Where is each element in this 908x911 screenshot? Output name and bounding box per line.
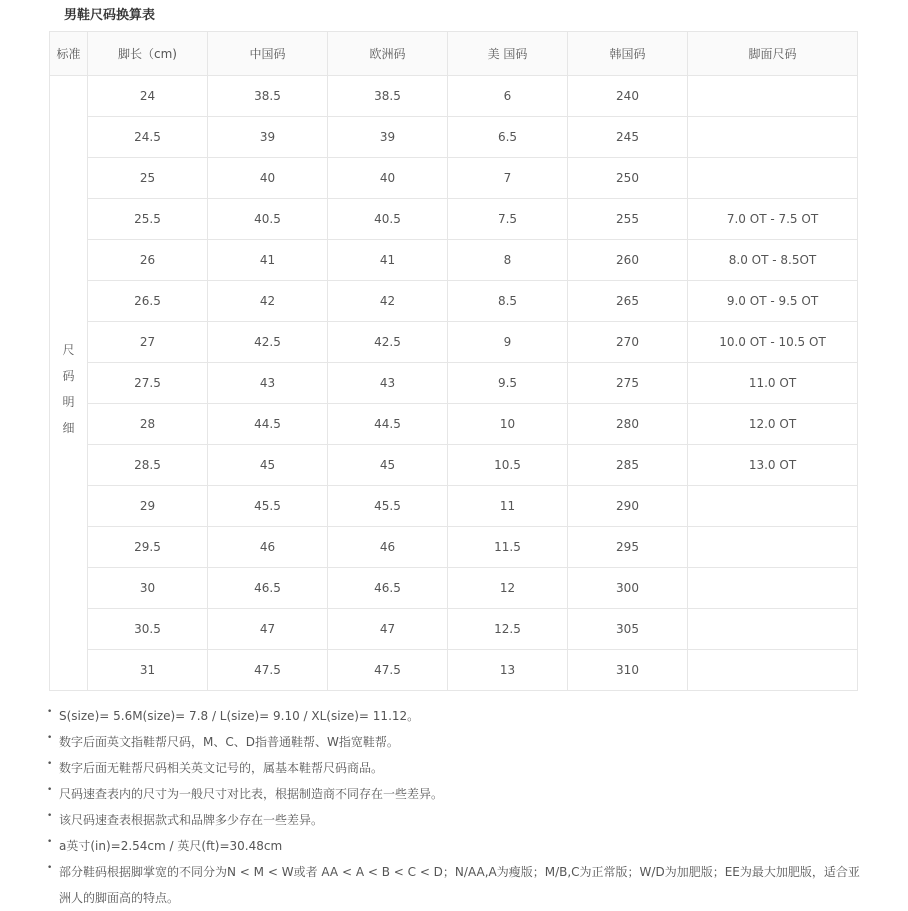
- korea-size-cell: 310: [568, 650, 688, 691]
- korea-size-cell: 305: [568, 609, 688, 650]
- foot-length-cell: 27: [88, 322, 208, 363]
- china-size-cell: 40: [208, 158, 328, 199]
- foot-length-cell: 27.5: [88, 363, 208, 404]
- foot-length-cell: 30.5: [88, 609, 208, 650]
- table-row: [50, 76, 858, 117]
- us-size-cell: 12: [448, 568, 568, 609]
- euro-size-cell: 45.5: [328, 486, 448, 527]
- korea-size-cell: 300: [568, 568, 688, 609]
- euro-size-cell: 47: [328, 609, 448, 650]
- china-size-cell: 46: [208, 527, 328, 568]
- page-title: 男鞋尺码换算表: [64, 8, 156, 23]
- instep-size-cell: [688, 568, 858, 609]
- header-standard: 标准: [50, 32, 88, 76]
- table-row: [50, 363, 858, 404]
- note-text: a英寸(in)=2.54cm / 英尺(ft)=30.48cm: [59, 839, 283, 853]
- foot-length-cell: 28: [88, 404, 208, 445]
- note-item: [46, 703, 866, 729]
- euro-size-cell: 46: [328, 527, 448, 568]
- korea-size-cell: 250: [568, 158, 688, 199]
- foot-length-cell: 29.5: [88, 527, 208, 568]
- us-size-cell: 10: [448, 404, 568, 445]
- instep-size-cell: 9.0 OT - 9.5 OT: [688, 281, 858, 322]
- euro-size-cell: 42: [328, 281, 448, 322]
- us-size-cell: 8.5: [448, 281, 568, 322]
- table-body: [50, 76, 858, 691]
- bullet-icon: •: [47, 707, 53, 717]
- euro-size-cell: 46.5: [328, 568, 448, 609]
- note-text: 数字后面无鞋帮尺码相关英文记号的，属基本鞋帮尺码商品。: [59, 761, 384, 775]
- foot-length-cell: 24: [88, 76, 208, 117]
- euro-size-cell: 40: [328, 158, 448, 199]
- note-item: [46, 781, 866, 807]
- foot-length-cell: 24.5: [88, 117, 208, 158]
- header-korea-size: 韩国码: [568, 32, 688, 76]
- foot-length-cell: 28.5: [88, 445, 208, 486]
- note-text: 尺码速查表内的尺寸为一般尺寸对比表，根据制造商不同存在一些差异。: [59, 787, 444, 801]
- note-item: [46, 859, 866, 911]
- note-text: 该尺码速查表根据款式和品牌多少存在一些差异。: [59, 813, 324, 827]
- euro-size-cell: 44.5: [328, 404, 448, 445]
- note-item: [46, 807, 866, 833]
- china-size-cell: 43: [208, 363, 328, 404]
- table-row: [50, 404, 858, 445]
- foot-length-cell: 26: [88, 240, 208, 281]
- us-size-cell: 7: [448, 158, 568, 199]
- china-size-cell: 42.5: [208, 322, 328, 363]
- us-size-cell: 9: [448, 322, 568, 363]
- euro-size-cell: 47.5: [328, 650, 448, 691]
- size-conversion-table: [49, 31, 858, 691]
- us-size-cell: 13: [448, 650, 568, 691]
- table-row: [50, 240, 858, 281]
- table-row: [50, 199, 858, 240]
- foot-length-cell: 26.5: [88, 281, 208, 322]
- euro-size-cell: 38.5: [328, 76, 448, 117]
- euro-size-cell: 41: [328, 240, 448, 281]
- instep-size-cell: [688, 527, 858, 568]
- china-size-cell: 40.5: [208, 199, 328, 240]
- foot-length-cell: 30: [88, 568, 208, 609]
- china-size-cell: 46.5: [208, 568, 328, 609]
- instep-size-cell: [688, 117, 858, 158]
- bullet-icon: •: [47, 863, 53, 873]
- table-row: [50, 117, 858, 158]
- table-row: [50, 650, 858, 691]
- foot-length-cell: 29: [88, 486, 208, 527]
- table-header-row: [50, 32, 858, 76]
- instep-size-cell: 11.0 OT: [688, 363, 858, 404]
- china-size-cell: 47: [208, 609, 328, 650]
- header-euro-size: 欧洲码: [328, 32, 448, 76]
- us-size-cell: 9.5: [448, 363, 568, 404]
- note-text: 数字后面英文指鞋帮尺码，M、C、D指普通鞋帮、W指宽鞋帮。: [59, 735, 399, 749]
- header-instep-size: 脚面尺码: [688, 32, 858, 76]
- korea-size-cell: 265: [568, 281, 688, 322]
- korea-size-cell: 260: [568, 240, 688, 281]
- instep-size-cell: [688, 76, 858, 117]
- korea-size-cell: 280: [568, 404, 688, 445]
- standard-cell: [50, 76, 88, 691]
- euro-size-cell: 45: [328, 445, 448, 486]
- china-size-cell: 38.5: [208, 76, 328, 117]
- header-us-size: 美 国码: [448, 32, 568, 76]
- bullet-icon: •: [47, 785, 53, 795]
- instep-size-cell: [688, 609, 858, 650]
- table-row: [50, 158, 858, 199]
- instep-size-cell: 13.0 OT: [688, 445, 858, 486]
- instep-size-cell: [688, 486, 858, 527]
- foot-length-cell: 31: [88, 650, 208, 691]
- table-row: [50, 527, 858, 568]
- instep-size-cell: [688, 650, 858, 691]
- note-item: [46, 755, 866, 781]
- us-size-cell: 8: [448, 240, 568, 281]
- table-row: [50, 322, 858, 363]
- foot-length-cell: 25.5: [88, 199, 208, 240]
- us-size-cell: 11: [448, 486, 568, 527]
- euro-size-cell: 42.5: [328, 322, 448, 363]
- us-size-cell: 7.5: [448, 199, 568, 240]
- euro-size-cell: 40.5: [328, 199, 448, 240]
- us-size-cell: 11.5: [448, 527, 568, 568]
- table-row: [50, 486, 858, 527]
- us-size-cell: 10.5: [448, 445, 568, 486]
- header-china-size: 中国码: [208, 32, 328, 76]
- table-row: [50, 281, 858, 322]
- standard-label: 尺码明细: [62, 343, 75, 435]
- note-text: S(size)= 5.6M(size)= 7.8 / L(size)= 9.10 / XL(size)= 11.12。: [59, 709, 420, 723]
- bullet-icon: •: [47, 759, 53, 769]
- bullet-icon: •: [47, 811, 53, 821]
- euro-size-cell: 43: [328, 363, 448, 404]
- china-size-cell: 42: [208, 281, 328, 322]
- korea-size-cell: 245: [568, 117, 688, 158]
- note-item: [46, 833, 866, 859]
- china-size-cell: 44.5: [208, 404, 328, 445]
- us-size-cell: 6.5: [448, 117, 568, 158]
- note-item: [46, 729, 866, 755]
- korea-size-cell: 295: [568, 527, 688, 568]
- china-size-cell: 45.5: [208, 486, 328, 527]
- china-size-cell: 47.5: [208, 650, 328, 691]
- us-size-cell: 12.5: [448, 609, 568, 650]
- korea-size-cell: 270: [568, 322, 688, 363]
- table-row: [50, 609, 858, 650]
- instep-size-cell: 12.0 OT: [688, 404, 858, 445]
- china-size-cell: 45: [208, 445, 328, 486]
- china-size-cell: 41: [208, 240, 328, 281]
- table-row: [50, 445, 858, 486]
- china-size-cell: 39: [208, 117, 328, 158]
- korea-size-cell: 285: [568, 445, 688, 486]
- korea-size-cell: 255: [568, 199, 688, 240]
- korea-size-cell: 275: [568, 363, 688, 404]
- euro-size-cell: 39: [328, 117, 448, 158]
- bullet-icon: •: [47, 837, 53, 847]
- notes-list: [46, 703, 866, 911]
- bullet-icon: •: [47, 733, 53, 743]
- instep-size-cell: 7.0 OT - 7.5 OT: [688, 199, 858, 240]
- instep-size-cell: 8.0 OT - 8.5OT: [688, 240, 858, 281]
- foot-length-cell: 25: [88, 158, 208, 199]
- table-row: [50, 568, 858, 609]
- instep-size-cell: 10.0 OT - 10.5 OT: [688, 322, 858, 363]
- note-text: 部分鞋码根据脚掌宽的不同分为N < M < W或者 AA < A < B < C < D；N/AA,A为瘦版；M/B,C为正常版；W/D为加肥版；EE为最大加肥版，适合亚洲人的脚面高的特点。: [59, 865, 860, 905]
- instep-size-cell: [688, 158, 858, 199]
- korea-size-cell: 240: [568, 76, 688, 117]
- korea-size-cell: 290: [568, 486, 688, 527]
- us-size-cell: 6: [448, 76, 568, 117]
- header-foot-length: 脚长（cm): [88, 32, 208, 76]
